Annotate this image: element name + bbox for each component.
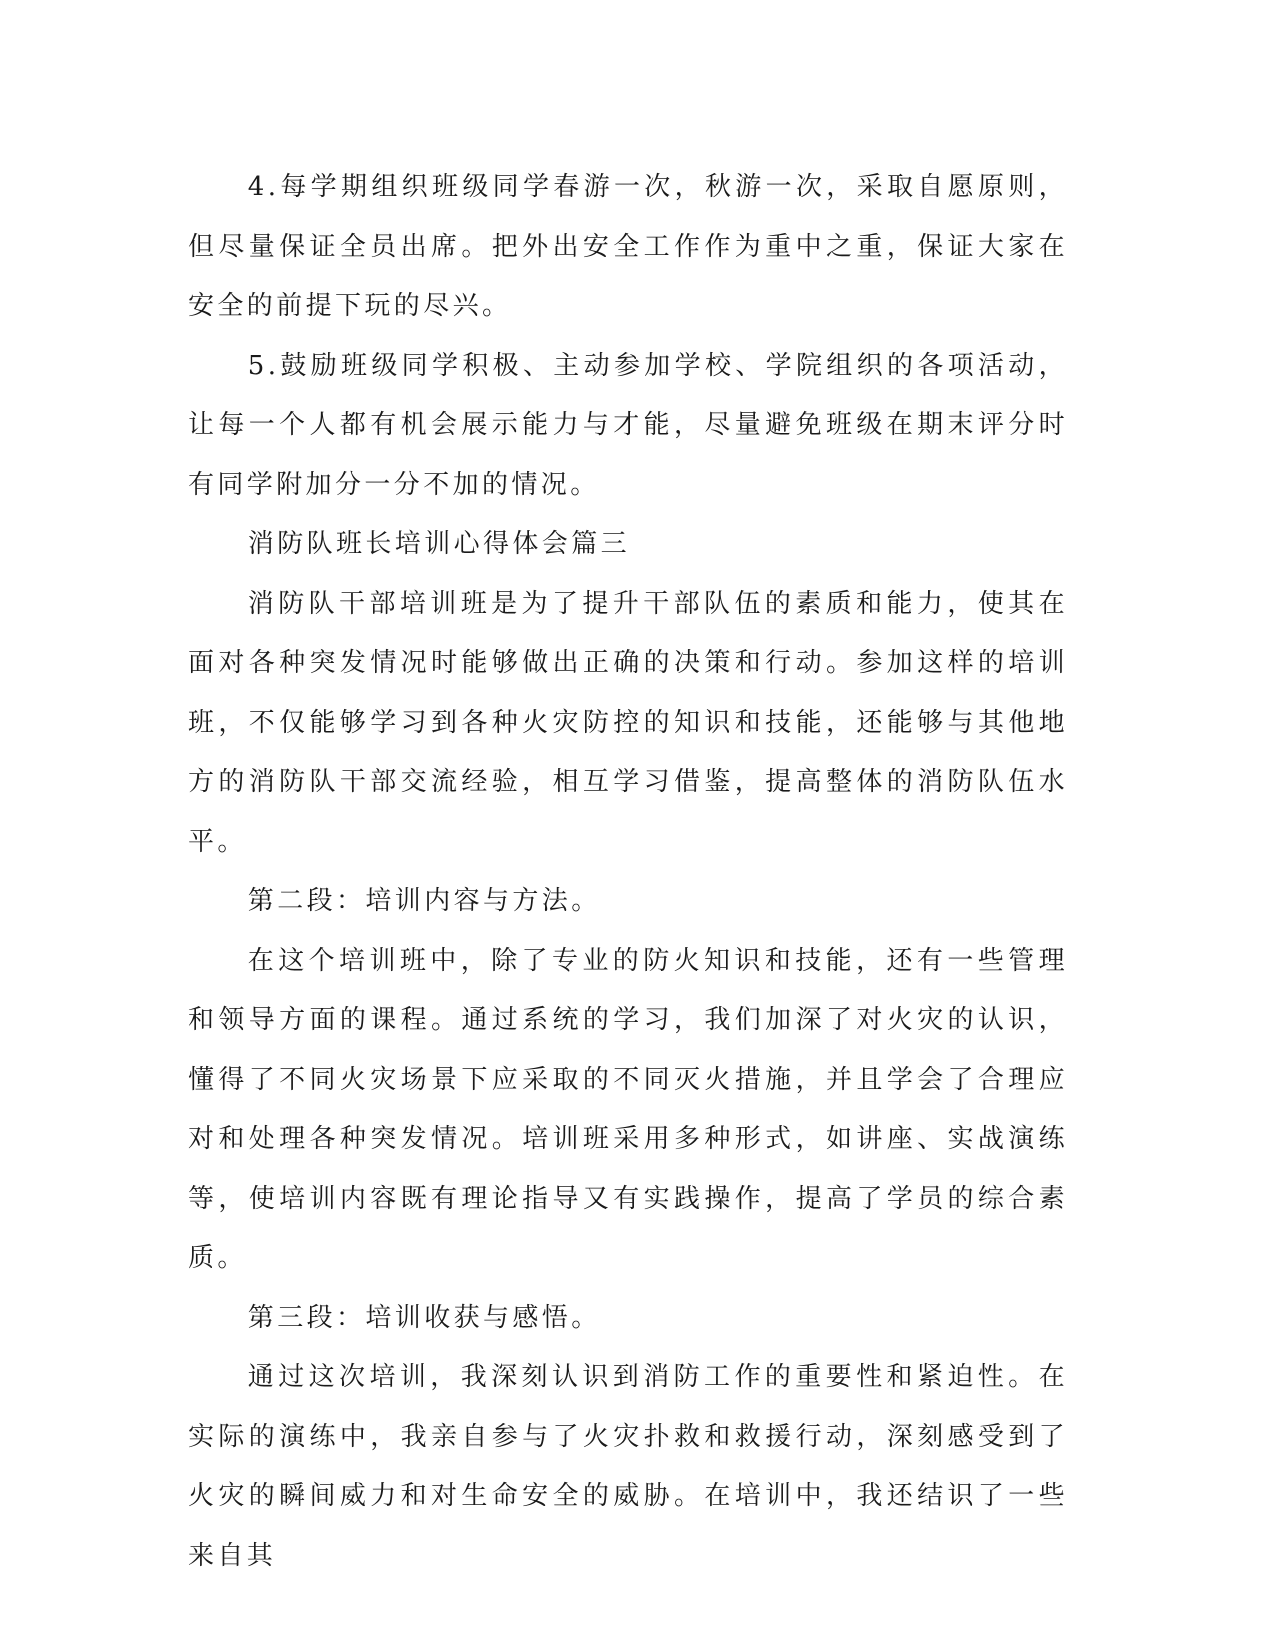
paragraph-item-4: 4.每学期组织班级同学春游一次，秋游一次，采取自愿原则，但尽量保证全员出席。把外出安全工作作为重中之重，保证大家在安全的前提下玩的尽兴。 xyxy=(188,172,1068,321)
paragraph-item-5: 5.鼓励班级同学积极、主动参加学校、学院组织的各项活动，让每一个人都有机会展示能力与才能，尽量避免班级在期末评分时有同学附加分一分不加的情况。 xyxy=(188,350,1068,500)
content-paragraph-2: 在这个培训班中，除了专业的防火知识和技能，还有一些管理和领导方面的课程。通过系统的学习，我们加深了对火灾的认识，懂得了不同火灾场景下应采取的不同灭火措施，并且学会了合理应对和处理各种突发情况。培训班采用多种形式，如讲座、实战演练等，使培训内容既有理论指导又有实践操作，提高了学员的综合素质。 xyxy=(188,945,1068,1273)
section-title: 消防队班长培训心得体会篇三 xyxy=(247,529,630,559)
content-paragraph-3: 通过这次培训，我深刻认识到消防工作的重要性和紧迫性。在实际的演练中，我亲自参与了火灾扑救和救援行动，深刻感受到了火灾的瞬间威力和对生命安全的威胁。在培训中，我还结识了一些来自其 xyxy=(188,1362,1068,1571)
section-heading-2: 第二段：培训内容与方法。 xyxy=(247,886,601,916)
document-body xyxy=(188,158,1068,1586)
intro-paragraph: 消防队干部培训班是为了提升干部队伍的素质和能力，使其在面对各种突发情况时能够做出正确的决策和行动。参加这样的培训班，不仅能够学习到各种火灾防控的知识和技能，还能够与其他地方的消防队干部交流经验，相互学习借鉴，提高整体的消防队伍水平。 xyxy=(188,588,1068,857)
section-heading-3: 第三段：培训收获与感悟。 xyxy=(247,1302,601,1333)
